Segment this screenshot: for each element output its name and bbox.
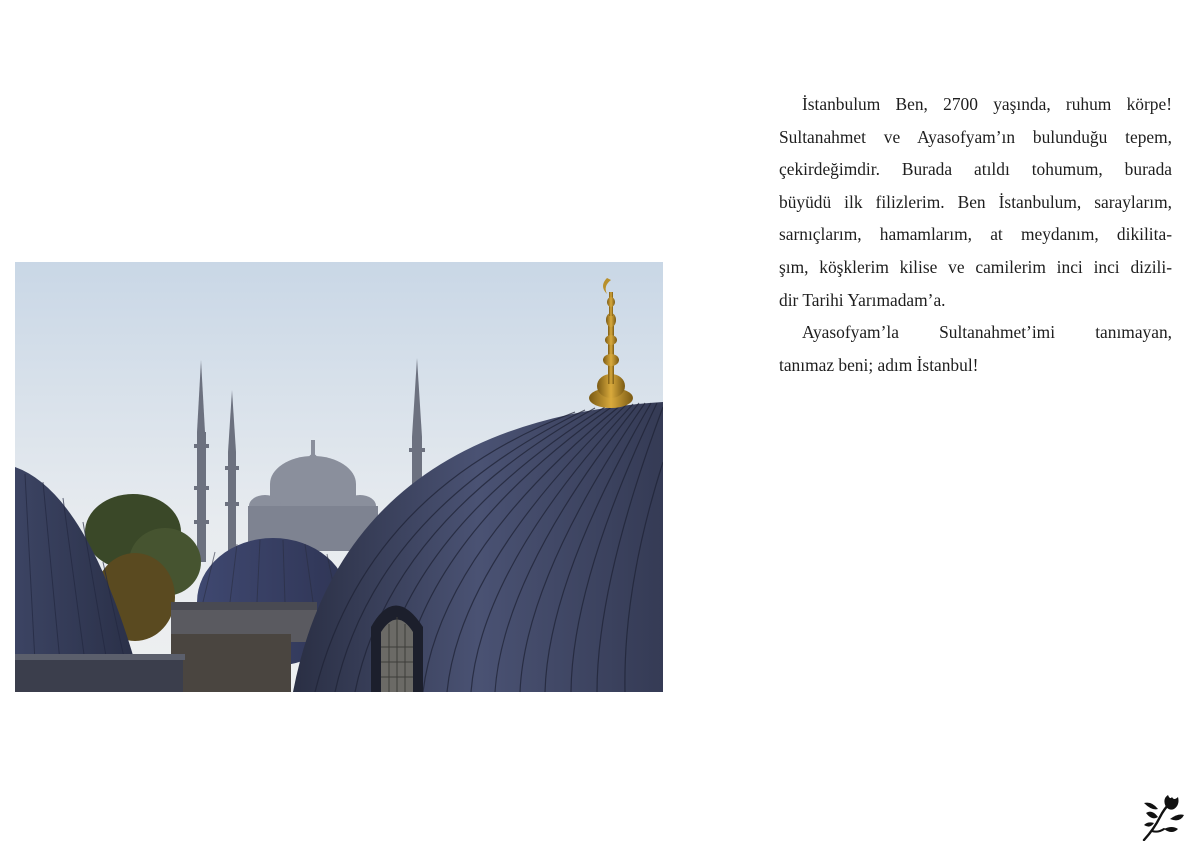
text-line: dir Tarihi Yarımadam’a. [779,289,946,310]
tulip-branch-icon [1140,795,1184,841]
paragraph-2 [779,316,1172,381]
body-text [779,88,1172,381]
text-line: Sultanahmet ve Ayasofyam’ın bulunduğu tepem, [779,126,1172,147]
text-line: büyüdü ilk filizlerim. Ben İstanbulum, saraylarım, [779,191,1172,212]
text-line: İstanbulum Ben, 2700 yaşında, ruhum körpe! [802,94,1172,114]
text-line: tanımaz beni; adım İstanbul! [779,354,979,375]
paragraph-1 [779,88,1172,316]
text-line: sarnıçlarım, hamamlarım, at meydanım, dikilita- [779,224,1172,245]
text-line: Ayasofyam’la Sultanahmet’imi tanımayan, [802,322,1172,343]
hagia-sophia-photo [15,262,663,692]
text-line: çekirdeğimdir. Burada atıldı tohumum, burada [779,159,1172,180]
text-line: şım, köşklerim kilise ve camilerim inci inci dizili- [779,256,1172,277]
